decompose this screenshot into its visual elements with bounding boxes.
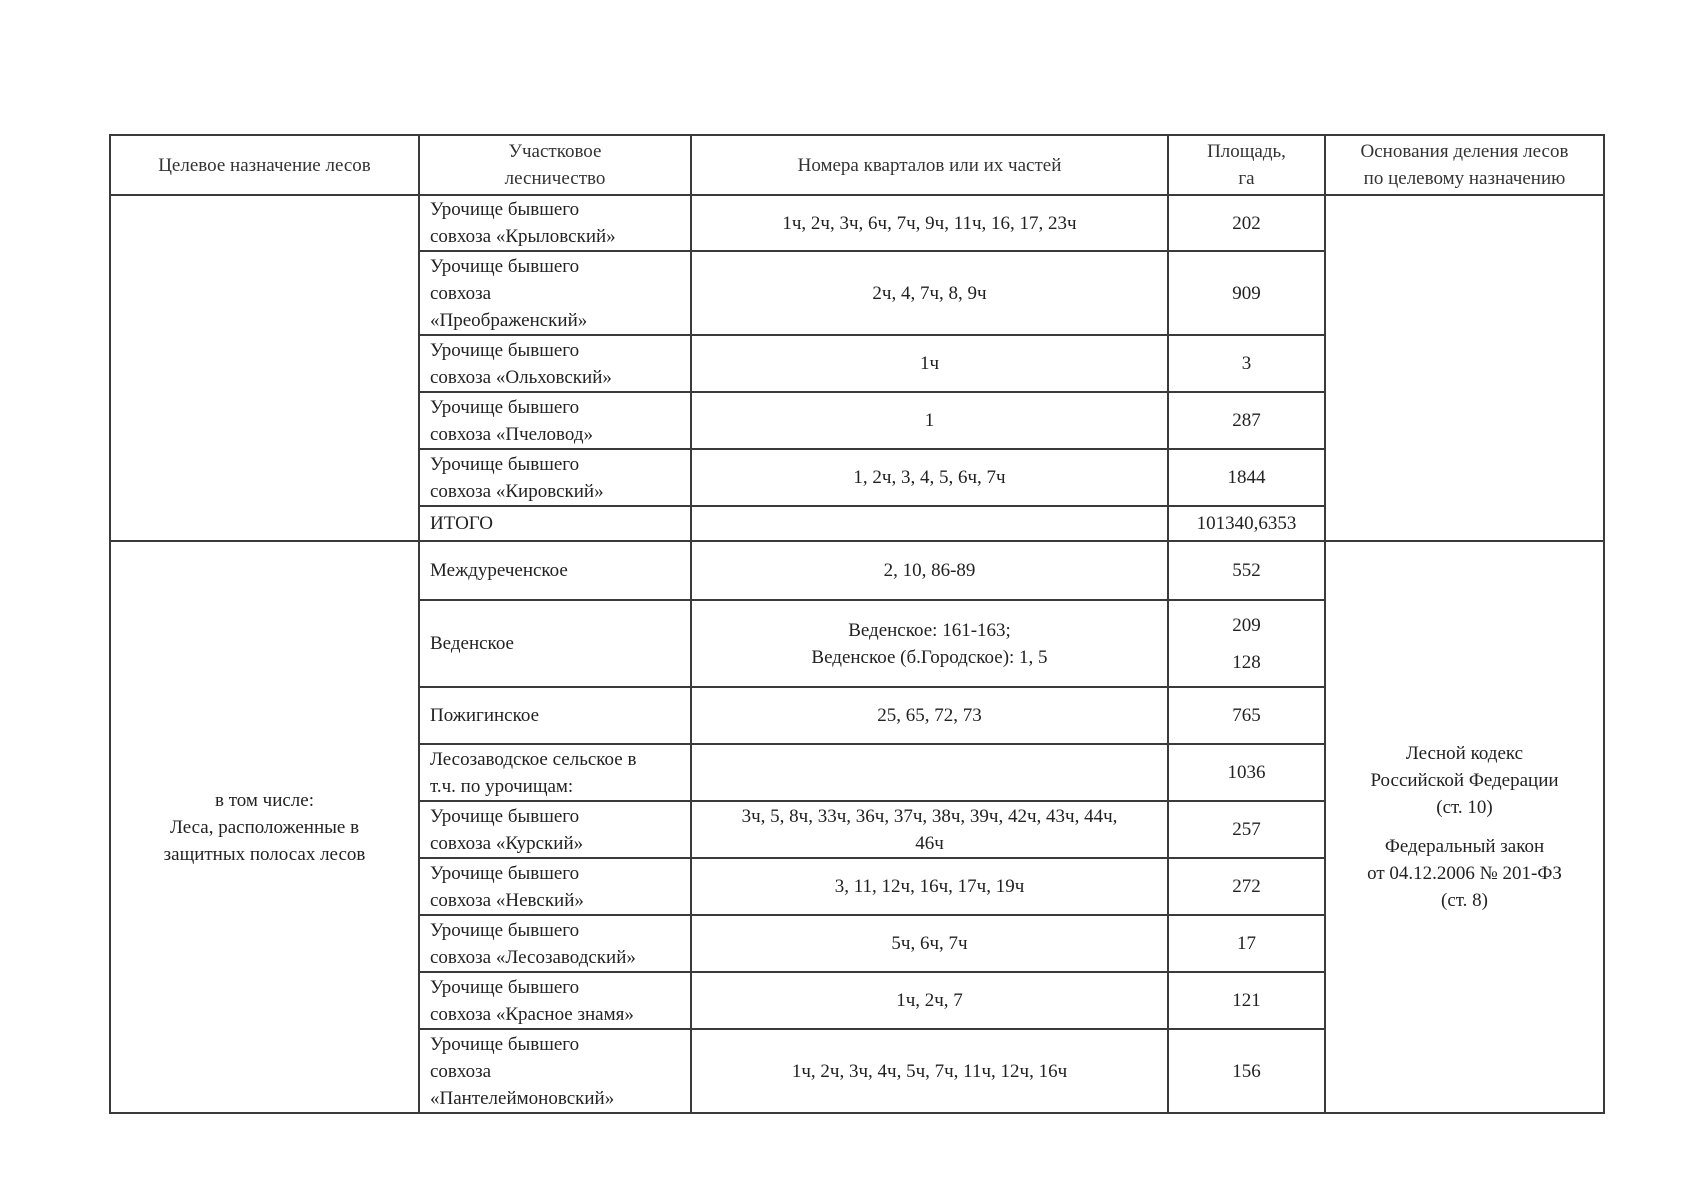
quarters-cell: 1ч, 2ч, 3ч, 4ч, 5ч, 7ч, 11ч, 12ч, 16ч (691, 1029, 1168, 1113)
area-cell: 287 (1168, 392, 1325, 449)
district-cell: Урочище бывшего совхоза «Крыловский» (419, 195, 691, 251)
district-cell: Урочище бывшего совхоза «Невский» (419, 858, 691, 915)
quarters-cell: 2, 10, 86-89 (691, 541, 1168, 600)
district-cell: Урочище бывшего совхоза «Ольховский» (419, 335, 691, 392)
quarters-cell: 1ч (691, 335, 1168, 392)
table-row (110, 541, 1604, 600)
area-cell: 1844 (1168, 449, 1325, 506)
quarters-cell: Веденское: 161-163; Веденское (б.Городское): 1, 5 (691, 600, 1168, 687)
total-label: ИТОГО (419, 506, 691, 541)
header-purpose: Целевое назначение лесов (110, 135, 419, 195)
area-cell: 552 (1168, 541, 1325, 600)
district-cell: Урочище бывшего совхоза «Пчеловод» (419, 392, 691, 449)
area-cell: 765 (1168, 687, 1325, 744)
quarters-cell: 1ч, 2ч, 3ч, 6ч, 7ч, 9ч, 11ч, 16, 17, 23ч (691, 195, 1168, 251)
district-cell: Урочище бывшего совхоза «Лесозаводский» (419, 915, 691, 972)
district-cell: Лесозаводское сельское в т.ч. по урочищам: (419, 744, 691, 801)
district-cell: Урочище бывшего совхоза «Кировский» (419, 449, 691, 506)
quarters-cell: 1 (691, 392, 1168, 449)
group2-purpose-cell: в том числе: Леса, расположенные в защитных полосах лесов (110, 541, 419, 1113)
area-cell: 909 (1168, 251, 1325, 335)
group1-basis-cell (1325, 195, 1604, 541)
area-cell: 121 (1168, 972, 1325, 1029)
area-cell: 156 (1168, 1029, 1325, 1113)
area-cell: 257 (1168, 801, 1325, 858)
total-area: 101340,6353 (1168, 506, 1325, 541)
header-district: Участковое лесничество (419, 135, 691, 195)
header-row (110, 135, 1604, 195)
area-cell: 272 (1168, 858, 1325, 915)
quarters-cell (691, 744, 1168, 801)
header-basis: Основания деления лесов по целевому назначению (1325, 135, 1604, 195)
quarters-cell: 3, 11, 12ч, 16ч, 17ч, 19ч (691, 858, 1168, 915)
group1-purpose-cell (110, 195, 419, 541)
area-cell: 1036 (1168, 744, 1325, 801)
quarters-cell: 25, 65, 72, 73 (691, 687, 1168, 744)
header-area: Площадь, га (1168, 135, 1325, 195)
total-quarters-cell (691, 506, 1168, 541)
district-cell: Междуреченское (419, 541, 691, 600)
quarters-cell: 1, 2ч, 3, 4, 5, 6ч, 7ч (691, 449, 1168, 506)
district-cell: Урочище бывшего совхоза «Пантелеймоновский» (419, 1029, 691, 1113)
table-row (110, 195, 1604, 251)
district-cell: Пожигинское (419, 687, 691, 744)
district-cell: Веденское (419, 600, 691, 687)
forest-purpose-table (109, 134, 1605, 1114)
district-cell: Урочище бывшего совхоза «Курский» (419, 801, 691, 858)
quarters-cell: 1ч, 2ч, 7 (691, 972, 1168, 1029)
area-cell: 3 (1168, 335, 1325, 392)
district-cell: Урочище бывшего совхоза «Красное знамя» (419, 972, 691, 1029)
quarters-cell: 3ч, 5, 8ч, 33ч, 36ч, 37ч, 38ч, 39ч, 42ч, 43ч, 44ч, 46ч (691, 801, 1168, 858)
area-cell: 17 (1168, 915, 1325, 972)
area-cell: 209 128 (1168, 600, 1325, 687)
group2-basis-cell: Лесной кодекс Российской Федерации (ст. 10) Федеральный закон от 04.12.2006 № 201-ФЗ (ст. 8) (1325, 541, 1604, 1113)
header-quarters: Номера кварталов или их частей (691, 135, 1168, 195)
area-cell: 202 (1168, 195, 1325, 251)
district-cell: Урочище бывшего совхоза «Преображенский» (419, 251, 691, 335)
quarters-cell: 5ч, 6ч, 7ч (691, 915, 1168, 972)
quarters-cell: 2ч, 4, 7ч, 8, 9ч (691, 251, 1168, 335)
